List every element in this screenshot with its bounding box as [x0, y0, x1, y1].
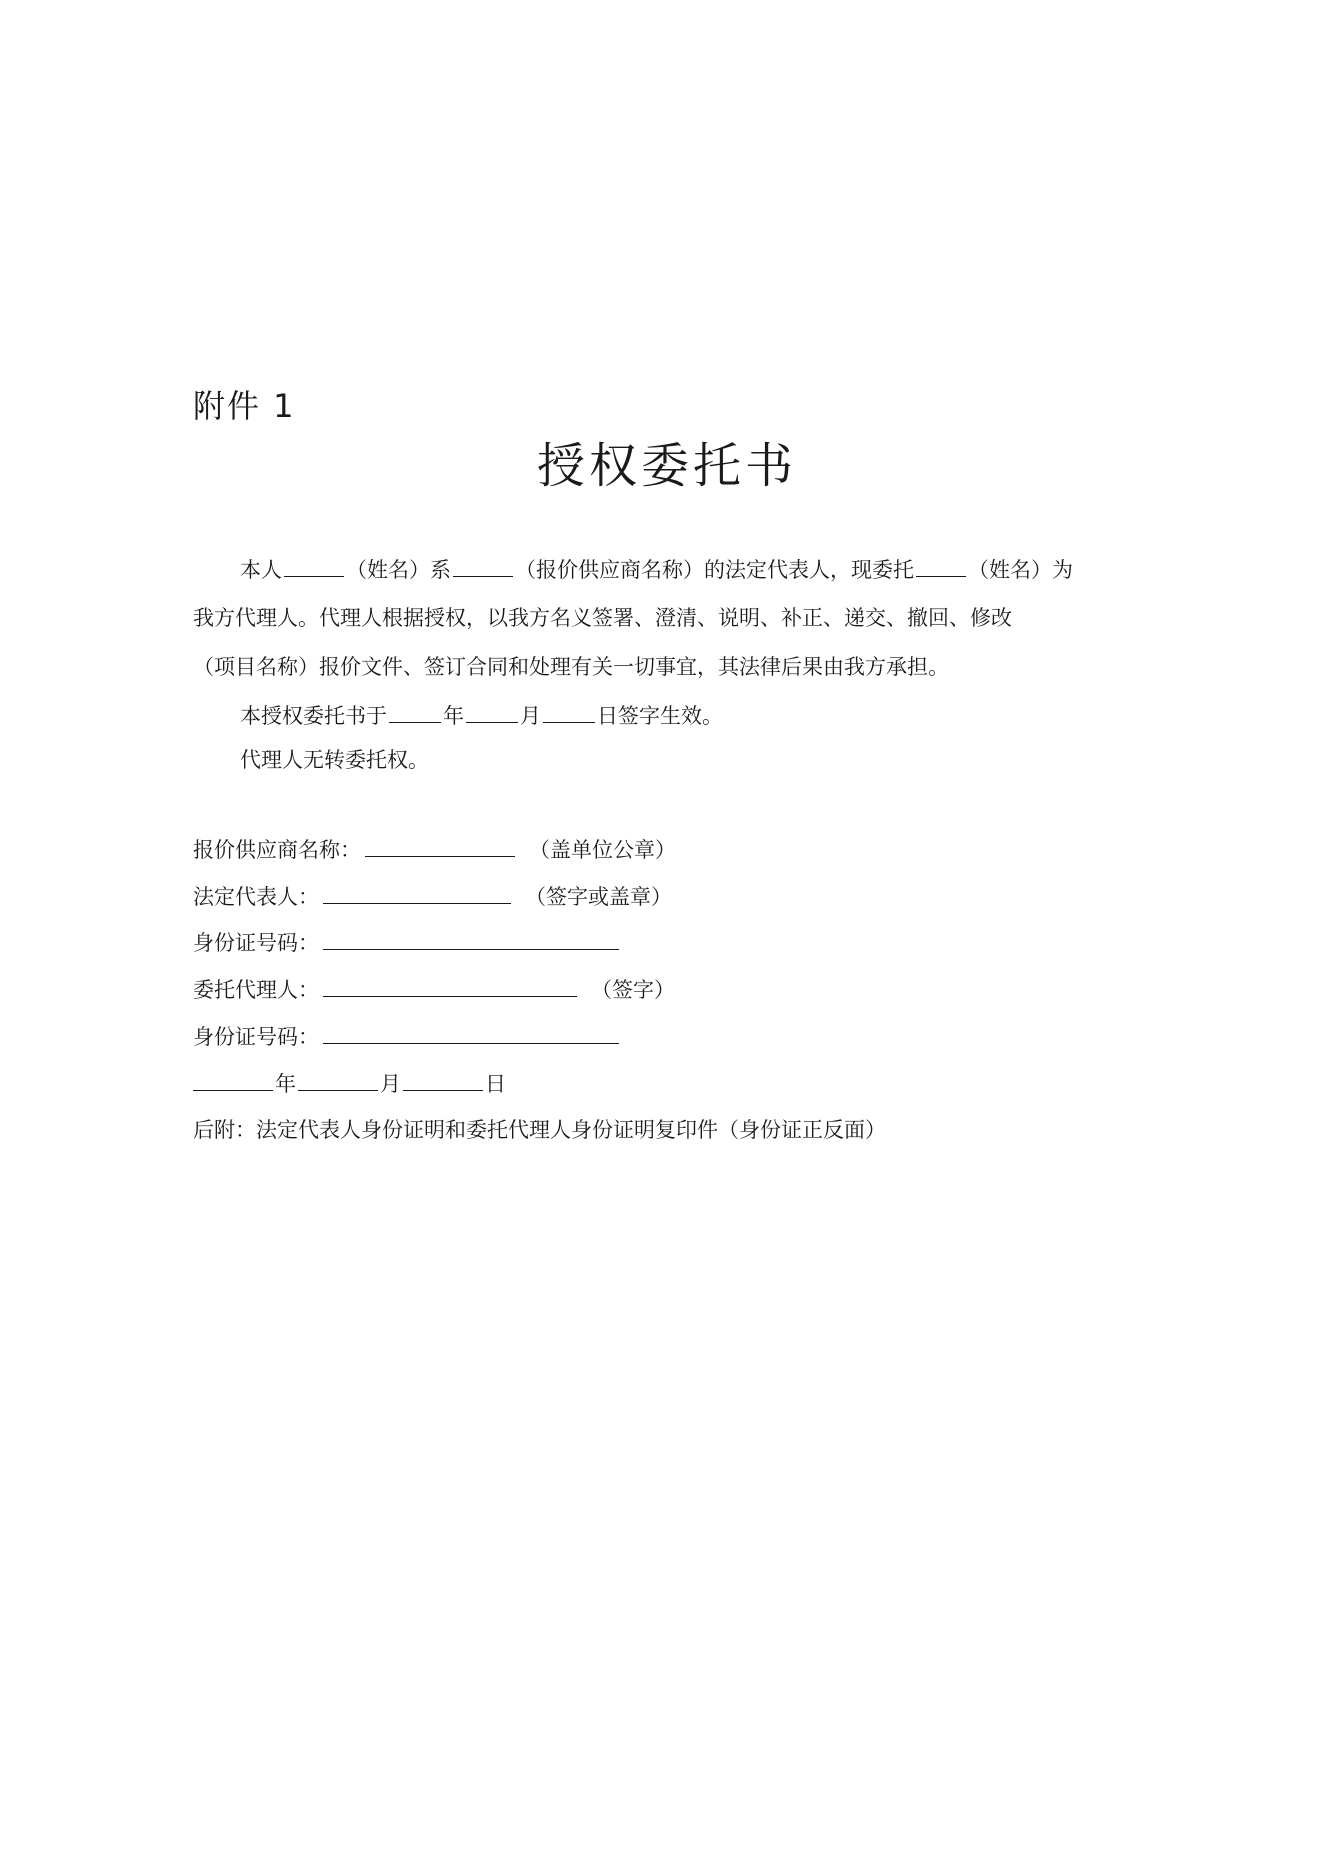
legal-rep-row [193, 881, 672, 912]
id-number-blank-2[interactable] [323, 1021, 619, 1044]
attachment-note: 后附：法定代表人身份证明和委托代理人身份证明复印件（身份证正反面） [193, 1118, 886, 1142]
date-month-label: 月 [380, 1072, 401, 1096]
body-line-5: 代理人无转委托权。 [240, 748, 429, 772]
agent-name-blank[interactable] [916, 554, 966, 577]
effective-month-blank[interactable] [466, 700, 518, 723]
date-day-label: 日 [485, 1072, 506, 1096]
body-line-4 [240, 700, 723, 731]
body-line-2: 我方代理人。代理人根据授权，以我方名义签署、澄清、说明、补正、递交、撤回、修改 [193, 606, 1012, 630]
legal-rep-blank[interactable] [323, 881, 511, 904]
name-blank[interactable] [284, 554, 344, 577]
supplier-name-label: 报价供应商名称： [193, 838, 361, 862]
date-row [193, 1068, 506, 1099]
date-day-blank[interactable] [403, 1068, 483, 1091]
supplier-blank[interactable] [453, 554, 513, 577]
id-number-label-1: 身份证号码： [193, 931, 319, 955]
date-month-blank[interactable] [298, 1068, 378, 1091]
body-line-3: （项目名称）报价文件、签订合同和处理有关一切事宜，其法律后果由我方承担。 [193, 655, 949, 679]
effective-date-text-1: 本授权委托书于 [240, 704, 387, 728]
date-year-label: 年 [275, 1072, 296, 1096]
agent-label: 委托代理人： [193, 978, 319, 1002]
document-title: 授权委托书 [536, 438, 797, 494]
legal-rep-label: 法定代表人： [193, 885, 319, 909]
id-number-blank-1[interactable] [323, 927, 619, 950]
body-line-1-text-4: （姓名）为 [968, 558, 1073, 582]
attachment-label: 附件 1 [193, 387, 296, 425]
id-number-label-2: 身份证号码： [193, 1025, 319, 1049]
supplier-name-suffix: （盖单位公章） [529, 838, 676, 862]
agent-row [193, 974, 675, 1005]
supplier-name-blank[interactable] [365, 834, 515, 857]
id-number-row-1 [193, 927, 621, 958]
supplier-name-row [193, 834, 676, 865]
legal-rep-suffix: （签字或盖章） [525, 885, 672, 909]
effective-date-month: 月 [520, 704, 541, 728]
date-year-blank[interactable] [193, 1068, 273, 1091]
effective-date-year: 年 [443, 704, 464, 728]
agent-suffix: （签字） [591, 978, 675, 1002]
effective-year-blank[interactable] [389, 700, 441, 723]
body-line-1-text-2: （姓名）系 [346, 558, 451, 582]
id-number-row-2 [193, 1021, 621, 1052]
agent-blank[interactable] [323, 974, 577, 997]
body-line-1-text-3: （报价供应商名称）的法定代表人，现委托 [515, 558, 914, 582]
effective-date-text-4: 日签字生效。 [597, 704, 723, 728]
body-line-1-text-1: 本人 [240, 558, 282, 582]
effective-day-blank[interactable] [543, 700, 595, 723]
body-line-1 [240, 554, 1073, 585]
